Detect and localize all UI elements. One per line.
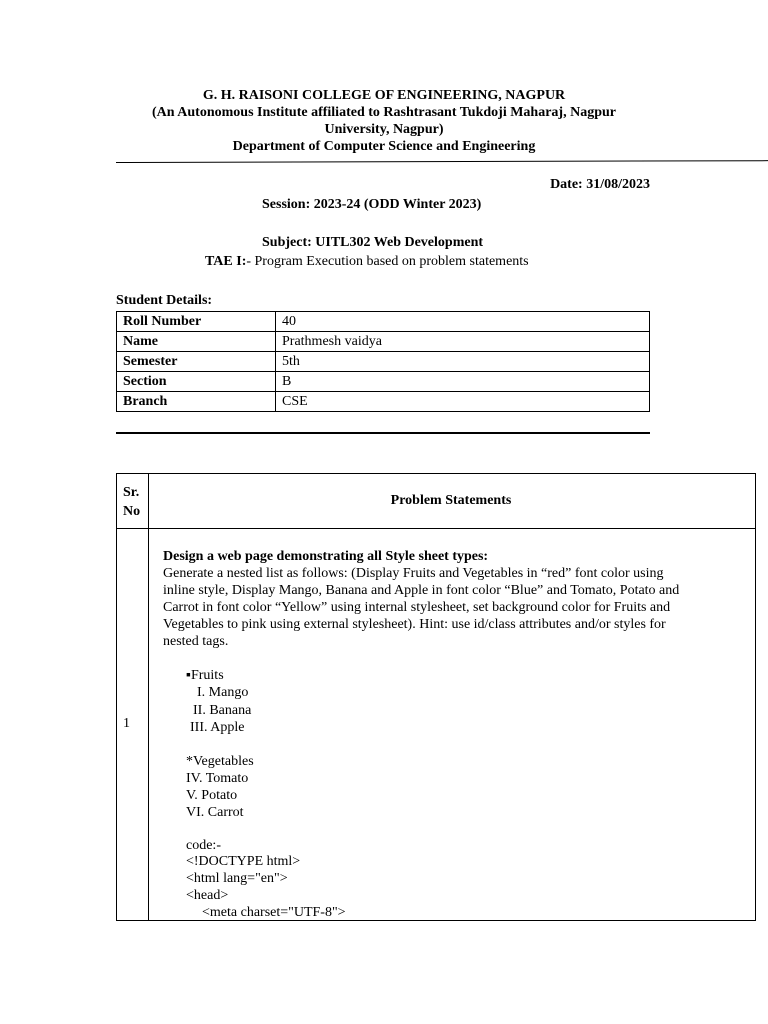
detail-value: CSE	[276, 392, 650, 412]
table-row	[117, 392, 650, 412]
table-column-divider	[148, 473, 149, 920]
problem-statements-header: Problem Statements	[390, 493, 512, 508]
table-row	[117, 332, 650, 352]
detail-value: 5th	[276, 352, 650, 372]
list-item: V. Potato	[186, 788, 238, 803]
detail-value: B	[276, 372, 650, 392]
affiliation-line-2: University, Nagpur)	[324, 122, 444, 137]
table-row	[117, 372, 650, 392]
student-details-label: Student Details:	[116, 293, 213, 308]
section-divider	[116, 432, 650, 434]
header-divider	[116, 160, 768, 163]
session-line: Session: 2023-24 (ODD Winter 2023)	[262, 197, 482, 212]
detail-key: Semester	[117, 352, 276, 372]
detail-key: Name	[117, 332, 276, 352]
description-line: Vegetables to pink using external stylesheet). Hint: use id/class attributes and/or styles for	[163, 617, 666, 632]
table-header-divider	[116, 528, 755, 529]
description-line: Carrot in font color “Yellow” using internal stylesheet, set background color for Fruits and	[163, 600, 671, 615]
code-line: <meta charset="UTF-8">	[202, 905, 346, 920]
table-row	[117, 352, 650, 372]
list-item: IV. Tomato	[186, 771, 249, 786]
detail-key: Branch	[117, 392, 276, 412]
code-label: code:-	[186, 838, 221, 853]
description-line: Generate a nested list as follows: (Display Fruits and Vegetables in “red” font color using	[163, 566, 664, 581]
student-details-table	[116, 311, 650, 412]
affiliation-line-1: (An Autonomous Institute affiliated to Rashtrasant Tukdoji Maharaj, Nagpur	[151, 105, 616, 120]
sr-no-header-line-2: No	[123, 504, 141, 519]
subject-line: Subject: UITL302 Web Development	[262, 235, 484, 250]
vegetables-heading: *Vegetables	[186, 754, 254, 769]
sr-no-cell: 1	[123, 716, 130, 731]
date-line: Date: 31/08/2023	[550, 177, 650, 192]
department-name: Department of Computer Science and Engineering	[232, 139, 536, 154]
detail-value: 40	[276, 312, 650, 332]
code-line: <!DOCTYPE html>	[186, 854, 301, 869]
code-line: <html lang="en">	[186, 871, 288, 886]
code-line: <head>	[186, 888, 229, 903]
fruits-heading: ▪Fruits	[186, 668, 224, 683]
list-item: I. Mango	[197, 685, 249, 700]
table-row	[117, 312, 650, 332]
list-item: VI. Carrot	[186, 805, 244, 820]
tae-label: TAE I:	[205, 254, 247, 269]
sr-no-header	[123, 483, 140, 521]
detail-key: Roll Number	[117, 312, 276, 332]
tae-text: - Program Execution based on problem statements	[246, 254, 529, 269]
list-item: III. Apple	[190, 720, 245, 735]
college-name: G. H. RAISONI COLLEGE OF ENGINEERING, NAGPUR	[202, 88, 566, 103]
detail-key: Section	[117, 372, 276, 392]
list-item: II. Banana	[193, 703, 252, 718]
description-line: nested tags.	[163, 634, 229, 649]
description-line: inline style, Display Mango, Banana and Apple in font color “Blue” and Tomato, Potato and	[163, 583, 680, 598]
detail-value: Prathmesh vaidya	[276, 332, 650, 352]
sr-no-header-line-1: Sr.	[123, 485, 140, 500]
tae-line	[205, 254, 529, 270]
problem-title: Design a web page demonstrating all Style sheet types:	[163, 549, 489, 564]
